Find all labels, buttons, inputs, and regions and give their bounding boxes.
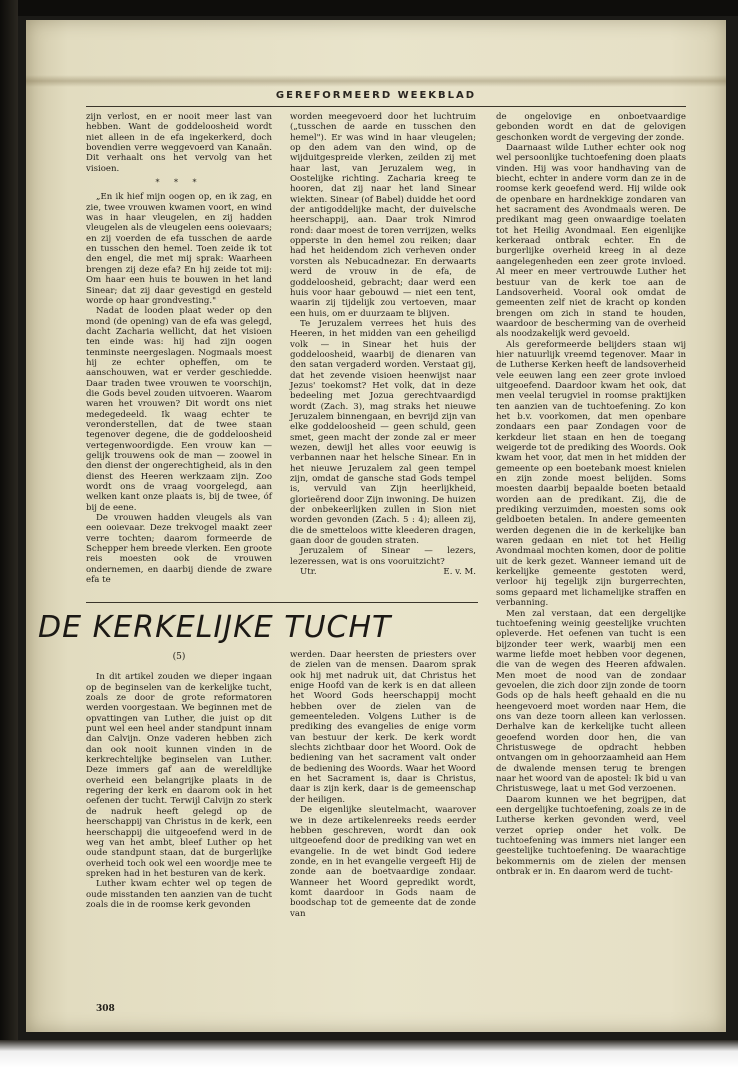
scan-border-top [0, 0, 738, 16]
paragraph: werden. Daar heersten de priesters over de zielen van de mensen. Daarom sprak ook hij met nadruk uit, dat Christus het enige Hoofd van de kerk is en dat alleen het Woord Gods heerschappij mocht hebben over de zielen van de gemeenteleden. Volgens Luther is de prediking des evangelies de enige vorm van bestuur der kerk. De kerk wordt slechts zichtbaar door het Woord. Ook de bediening van het sacrament valt onder de bediening des Woords. Waar het Woord en het Sacrament is, daar is Christus, daar is zijn kerk, daar is de gemeenschap der heiligen. [290, 650, 476, 805]
signature-place: Utr. [300, 567, 317, 578]
article-part-number: (5) [172, 652, 186, 662]
paragraph: worden meegevoerd door het luchtruim („tusschen de aarde en tusschen den hemel"). Er was wind in haar vleugelen; op den adem van den wind, op de wijduitgespreide vlerken, zeilden zij met haar last, van Jeruzalem weg, in Oostelijke richting. Zacharia kreeg te hooren, dat zij naar het land Sinear wiekten. Sinear (of Babel) duidde het oord der antigoddelijke macht, der duivelsche heerschappij, aan. Daar trok Nimrod rond: daar moest de toren verrijzen, welks opperste in den hemel zou reiken; daar had het heidendom zich verheven onder vorsten als Nebucadnezar. En derwaarts werd de vrouw in de efa, de goddeloosheid, gebracht; daar werd een huis voor haar gebouwd — niet een tent, waarin zij tijdelijk zou vertoeven, maar een huis, om er duurzaam te blijven. [290, 112, 476, 319]
paragraph: Als gereformeerde belijders staan wij hier natuurlijk vreemd tegenover. Maar in de Lutherse Kerken heeft de landsoverheid vele eeuwen lang een zeer grote invloed uitgeoefend. Daardoor kwam het ook, dat men veelal terugviel in roomse praktijken ten aanzien van de tuchtoefening. Zo kon het b.v. voorkomen, dat men openbare zondaars een paar Zondagen voor de kerkdeur liet staan en hen de toegang weigerde tot de prediking des Woords. Ook kwam het voor, dat men in het midden der gemeente op een boetebank moest knielen en zijn zonde moest belijden. Soms moesten daarbij bepaalde boeten betaald worden aan de predikant. Zij, die de prediking verzuimden, moesten soms ook geldboeten betalen. In andere gemeenten werden degenen die in de kerkelijke ban waren gedaan en niet tot het Heilig Avondmaal mochten komen, door de politie uit de kerk gezet. Wanneer iemand uit de kerkelijke gemeente gestoten werd, verloor hij tegelijk zijn burgerrechten, soms gepaard met lichamelijke straffen en verbanning. [496, 339, 686, 609]
page-number: 308 [96, 1004, 115, 1014]
paragraph: In dit artikel zouden we dieper ingaan op de beginselen van de kerkelijke tucht, zoals ze door de grote reformatoren werden voorgestaan. We beginnen met de opvattingen van Luther, die juist op dit punt wel een heel ander standpunt innam dan Calvijn. Onze vaderen hebben zich dan ook nooit kunnen vinden in de kerkrechtelijke beginselen van Luther. Deze immers gaf aan de wereldlijke overheid een belangrijke plaats in de regering der kerk en daarom ook in het oefenen der tucht. Terwijl Calvijn zo sterk de nadruk heeft gelegd op de heerschappij van Christus in de kerk, een heerschappij die uitgeoefend werd in de weg van het ambt, bleef Luther op het oude standpunt staan, dat de burgerlijke overheid toch ook wel een woordje mee te spreken had in het besturen van de kerk. [86, 672, 272, 879]
article-title: DE KERKELIJKE TUCHT [38, 610, 392, 645]
top-column-2 [290, 112, 476, 600]
paragraph: Jeruzalem of Sinear — lezers, lezeressen, wat is ons vooruitzicht? [290, 546, 476, 567]
scan-border-left [0, 0, 18, 1068]
paragraph: Daarom kunnen we het begrijpen, dat een dergelijke tuchtoefening, zoals ze in de Lutherse kerken gevonden werd, veel verzet opriep onder het volk. De tuchtoefening was immers niet langer een geestelijke tuchtoefening. De waarachtige bekommernis om de zielen der mensen ontbrak er in. En daarom werd de tucht- [496, 794, 686, 878]
paragraph: zijn verlost, en er nooit meer last van hebben. Want de goddeloosheid wordt niet alleen in de efa ingekerkerd, doch bovendien verre weggevoerd van Kanaän. Dit verhaalt ons het vervolg van het visioen. [86, 112, 272, 174]
signature [290, 567, 476, 577]
page-header [26, 90, 726, 110]
signature-initials: E. v. M. [443, 567, 476, 578]
paragraph: Men zal verstaan, dat een dergelijke tuchtoefening weinig geestelijke vruchten opleverde. Het oefenen van tucht is een bijzonder teer werk, waarbij men een warme liefde moet hebben voor degenen, die van de wegen des Heeren afdwalen. Men moet de nood van de zondaar gevoelen, die zich door zijn zonde de toorn Gods op de hals heeft gehaald en die nu heengevoerd moet worden naar Hem, die ons van deze toorn alleen kan verlossen. Derhalve kan de kerkelijke tucht alleen geoefend worden door hen, die van Christuswege de opdracht hebben ontvangen om in gehoorzaamheid aan Hem de dwalende mensen terug te brengen naar het woord van de apostel: Ik bid u van Christuswege, laat u met God verzoenen. [496, 608, 686, 795]
paragraph: Te Jeruzalem verrees het huis des Heeren, in het midden van een geheiligd volk — in Sinear het huis der goddeloosheid, waarbij de dienaren van den satan vergaderd worden. Verstaat gij, dat het zevende visioen heenwijst naar Jezus' toekomst? Het volk, dat in deze bedeeling met Jozua gerechtvaardigd wordt (Zach. 3), mag straks het nieuwe Jeruzalem binnengaan, en bevrijd zijn van elke goddeloosheid — geen schuld, geen smet, geen macht der zonde zal er meer wezen, dewijl het alles voor eeuwig is verbannen naar het helsche Sinear. En in het nieuwe Jeruzalem zal geen tempel zijn, omdat de gansche stad Gods tempel is, vervuld van Zijn heerlijkheid, glorieërend door Zijn inwoning. De huizen der onbekeerlijken zullen in Sion niet worden gevonden (Zach. 5 : 4); alleen zij, die de smetteloos witte kleederen dragen, gaan door de gouden straten. [290, 318, 476, 547]
paragraph: De eigenlijke sleutelmacht, waarover we in deze artikelenreeks reeds eerder hebben geschreven, wordt dan ook uitgeoefend door de prediking van wet en evangelie. In de wet bindt God iedere zonde, en in het evangelie vergeeft Hij de zonde aan de boetvaardige zondaar. Wanneer het Woord gepredikt wordt, komt daardoor in Gods naam de boodschap tot de gemeente dat de zonde van [290, 805, 476, 919]
paragraph: Luther kwam echter wel op tegen de oude misstanden ten aanzien van de tucht zoals die in de roomse kerk gevonden [86, 879, 272, 910]
article-column-2 [290, 650, 476, 990]
article-separator-rule [86, 602, 478, 603]
paragraph: Nadat de looden plaat weder op den mond (de opening) van de efa was gelegd, dacht Zacharia wellicht, dat het visioen ten einde was: hij had zijn oogen tenminste neergeslagen. Nogmaals moest hij ze echter opheffen, om te aanschouwen, wat er verder geschiedde. Daar traden twee vrouwen te voorschijn, die Gods bevel zouden uitvoeren. Waarom waren het vrouwen? Dit wordt ons niet medegedeeld. Ik waag echter te veronderstellen, dat de twee staan tegenover degene, die de goddeloosheid vertegenwoordigde. Een vrouw kan — gelijk trouwens ook de man — zoowel in den dienst der ongerechtigheid, als in den dienst des Heeren werkzaam zijn. Zoo wordt ons de vraag voorgelegd, aan welken kant onze plaats is, bij de twee, óf bij de eene. [86, 306, 272, 513]
paragraph: de ongelovige en onboetvaardige gebonden wordt en dat de gelovigen geschonken wordt de vergeving der zonde. [496, 112, 686, 143]
quote-paragraph: „En ik hief mijn oogen op, en ik zag, en zie, twee vrouwen kwamen voort, en wind was in haar vleugelen, en zij hadden vleugelen als de vleugelen eens ooievaars; en zij voerden de efa tusschen de aarde en tusschen den hemel. Toen zeide ik tot den engel, die met mij sprak: Waarheen brengen zij deze efa? En hij zeide tot mij: Om haar een huis te bouwen in het land Sinear; dat zij daar gevestigd en gesteld worde op haar grondvesting." [86, 192, 272, 306]
article-column-1 [86, 650, 272, 990]
masthead: GEREFORMEERD WEEKBLAD [275, 90, 477, 101]
paper-fold-shadow [26, 75, 726, 87]
scan-border-bottom [0, 1040, 738, 1068]
header-rule [86, 106, 686, 107]
paragraph: Daarnaast wilde Luther echter ook nog wel persoonlijke tuchtoefening doen plaats vinden. Hij was voor handhaving van de biecht, echter in andere vorm dan ze in de roomse kerk geoefend werd. Hij wilde ook de openbare en hardnekkige zondaren van het sacrament des Avondmaals weren. De predikant mag geen onwaardige toelaten tot het Heilig Avondmaal. Een eigenlijke kerkeraad ontbrak echter. En de burgerlijke overheid kreeg in al deze aangelegenheden een zeer grote invloed. Al meer en meer vertrouwde Luther het bestuur van de kerk toe aan de Landsoverheid. Vooral ook omdat de gemeenten zelf niet de kracht op konden brengen om zich in stand te houden, waardoor de bescherming van de overheid als noodzakelijk werd gevoeld. [496, 143, 686, 340]
magazine-page [26, 20, 726, 1032]
paragraph: De vrouwen hadden vleugels als van een ooievaar. Deze trekvogel maakt zeer verre tochten; daarom formeerde de Schepper hem breede vlerken. Een groote reis moesten ook de vrouwen ondernemen, en daarbij diende de zware efa te [86, 513, 272, 586]
section-divider: * * * [155, 178, 203, 188]
right-column [496, 112, 686, 992]
top-column-1 [86, 112, 272, 600]
